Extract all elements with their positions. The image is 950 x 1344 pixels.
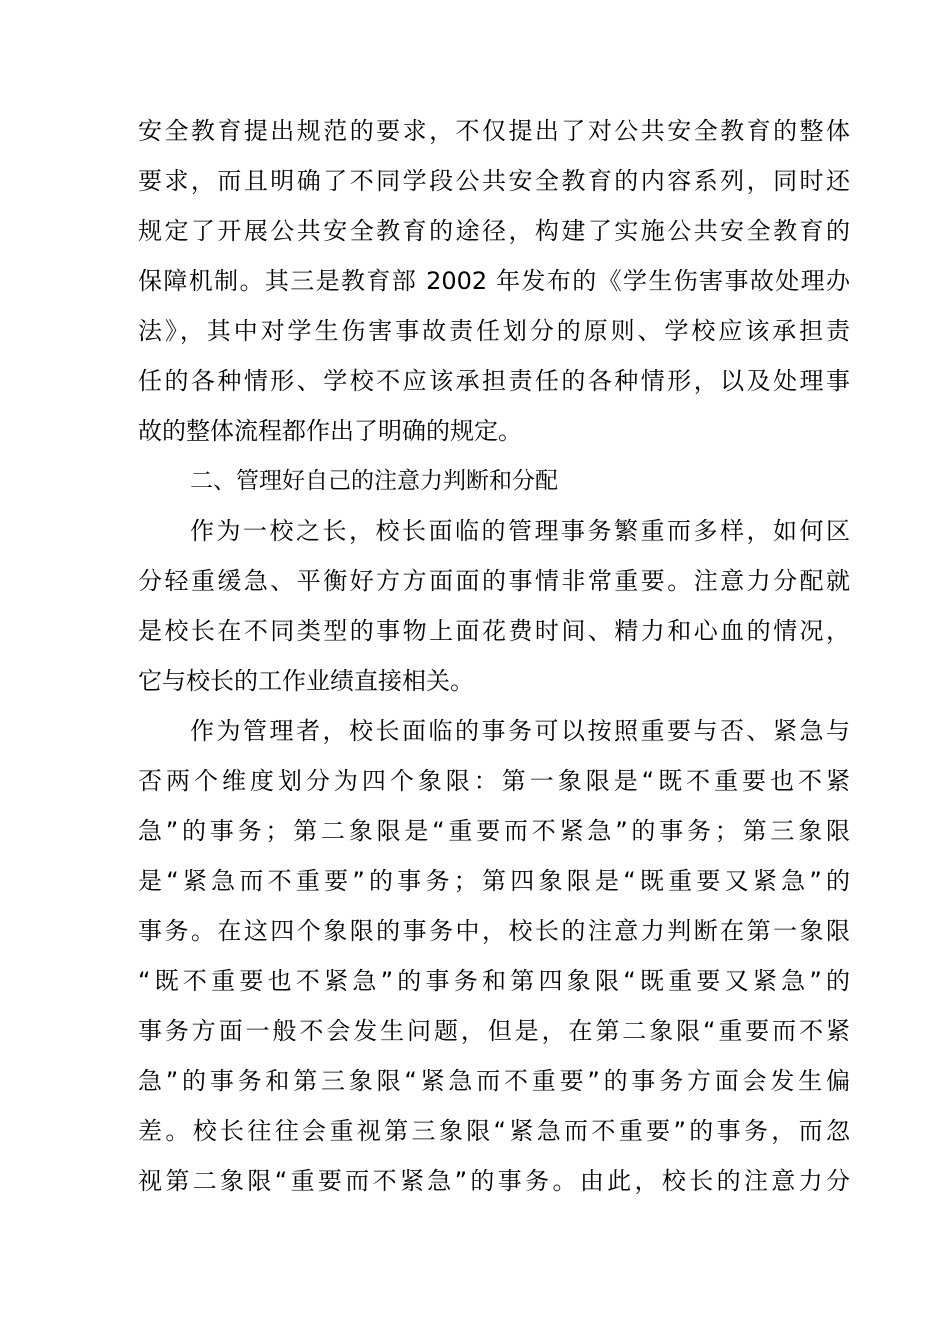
paragraph-1-line: 安全教育提出规范的要求，不仅提出了对公共安全教育的整体 (138, 117, 850, 145)
paragraph-2-line: 作为一校之长，校长面临的管理事务繁重而多样，如何区 (190, 517, 850, 545)
paragraph-3-line: 视第二象限“重要而不紧急”的事务。由此，校长的注意力分 (138, 1167, 850, 1195)
paragraph-1-line: 要求，而且明确了不同学段公共安全教育的内容系列，同时还 (138, 167, 850, 195)
paragraph-1-line: 规定了开展公共安全教育的途径，构建了实施公共安全教育的 (138, 217, 850, 245)
section-heading (138, 456, 850, 506)
paragraph-2-line: 分轻重缓急、平衡好方方面面的事情非常重要。注意力分配就 (138, 567, 850, 595)
paragraph-3-line: “既不重要也不紧急”的事务和第四象限“既重要又紧急”的 (138, 967, 850, 995)
paragraph-1 (138, 106, 850, 456)
paragraph-3 (138, 706, 850, 1206)
section-heading-text: 二、管理好自己的注意力判断和分配 (190, 468, 558, 494)
paragraph-2 (138, 506, 850, 706)
paragraph-3-line: 差。校长往往会重视第三象限“紧急而不重要”的事务，而忽 (138, 1117, 850, 1145)
paragraph-3-line: 否两个维度划分为四个象限：第一象限是“既不重要也不紧 (138, 767, 850, 795)
paragraph-3-line: 作为管理者，校长面临的事务可以按照重要与否、紧急与 (190, 717, 850, 745)
paragraph-1-line: 法》，其中对学生伤害事故责任划分的原则、学校应该承担责 (138, 317, 850, 345)
document-body (138, 106, 850, 1206)
paragraph-3-line: 急”的事务；第二象限是“重要而不紧急”的事务；第三象限 (138, 817, 850, 845)
paragraph-1-line: 任的各种情形、学校不应该承担责任的各种情形，以及处理事 (138, 367, 850, 395)
paragraph-1-line: 故的整体流程都作出了明确的规定。 (138, 417, 522, 445)
paragraph-2-line: 它与校长的工作业绩直接相关。 (138, 667, 474, 695)
paragraph-2-line: 是校长在不同类型的事物上面花费时间、精力和心血的情况， (138, 617, 850, 645)
paragraph-3-line: 事务方面一般不会发生问题，但是，在第二象限“重要而不紧 (138, 1017, 850, 1045)
paragraph-3-line: 是“紧急而不重要”的事务；第四象限是“既重要又紧急”的 (138, 867, 850, 895)
paragraph-3-line: 事务。在这四个象限的事务中，校长的注意力判断在第一象限 (138, 917, 850, 945)
paragraph-3-line: 急”的事务和第三象限“紧急而不重要”的事务方面会发生偏 (138, 1067, 850, 1095)
paragraph-1-line: 保障机制。其三是教育部 2002 年发布的《学生伤害事故处理办 (138, 267, 850, 295)
